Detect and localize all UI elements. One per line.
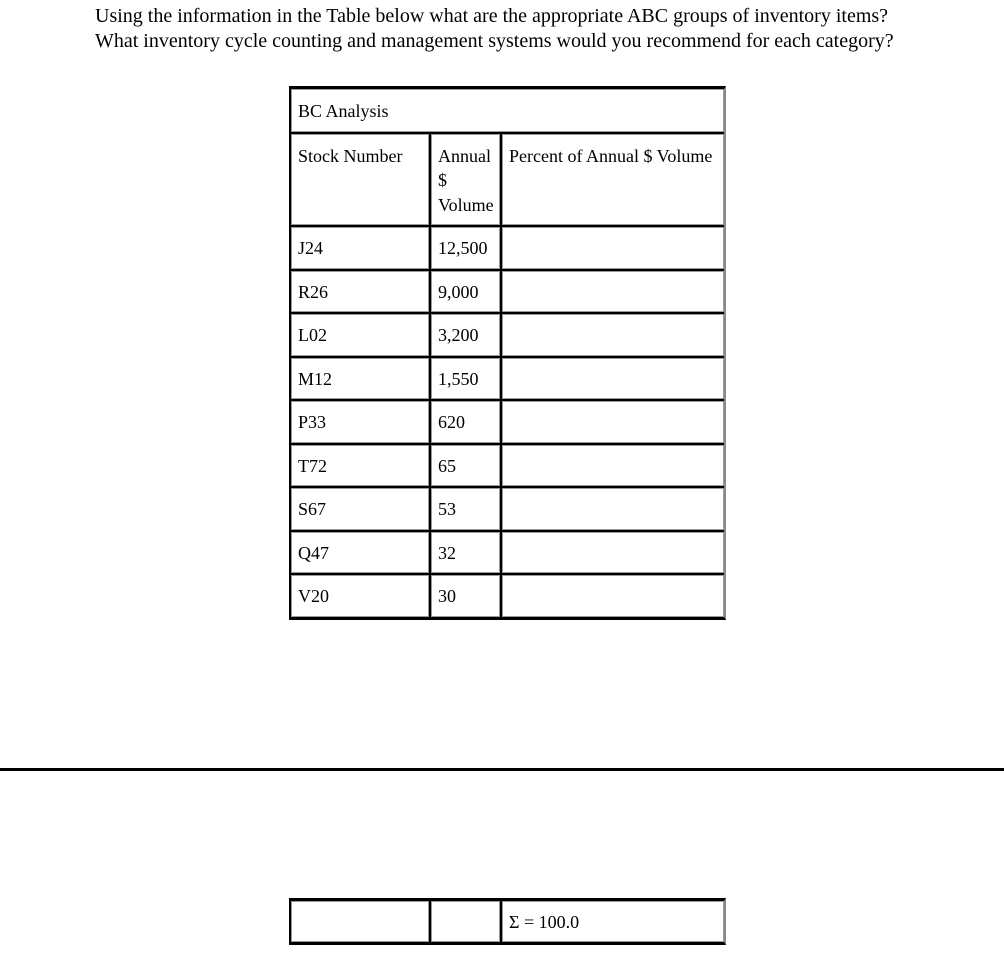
table-row (291, 445, 724, 489)
stock-number-cell: P33 (291, 401, 431, 445)
annual-volume-cell: 620 (431, 401, 502, 445)
stock-number-cell: T72 (291, 445, 431, 489)
table-row (291, 488, 724, 532)
annual-volume-cell: 53 (431, 488, 502, 532)
stock-number-cell: V20 (291, 575, 431, 617)
annual-volume-cell: 9,000 (431, 271, 502, 315)
table-title: BC Analysis (291, 89, 724, 134)
stock-number-cell: L02 (291, 314, 431, 358)
table-row (291, 358, 724, 402)
annual-volume-cell: 32 (431, 532, 502, 576)
table-row (291, 227, 724, 271)
stock-number-cell: R26 (291, 271, 431, 315)
header-annual-volume: Annual $ Volume (431, 134, 502, 228)
sum-volume-cell (431, 901, 502, 942)
header-stock-number: Stock Number (291, 134, 431, 228)
table-header-row (291, 134, 724, 228)
percent-cell (502, 445, 724, 489)
percent-cell (502, 401, 724, 445)
annual-volume-cell: 65 (431, 445, 502, 489)
table-row (291, 532, 724, 576)
table-row (291, 314, 724, 358)
stock-number-cell: Q47 (291, 532, 431, 576)
header-percent-volume: Percent of Annual $ Volume (502, 134, 724, 228)
percent-cell (502, 314, 724, 358)
sum-row (291, 901, 724, 942)
table-row (291, 271, 724, 315)
percent-cell (502, 227, 724, 271)
percent-cell (502, 271, 724, 315)
annual-volume-cell: 1,550 (431, 358, 502, 402)
abc-analysis-table (289, 86, 726, 620)
annual-volume-cell: 3,200 (431, 314, 502, 358)
table-row (291, 575, 724, 617)
page-divider (0, 768, 1004, 771)
stock-number-cell: S67 (291, 488, 431, 532)
stock-number-cell: M12 (291, 358, 431, 402)
sum-percent-cell: Σ = 100.0 (502, 901, 724, 942)
annual-volume-cell: 12,500 (431, 227, 502, 271)
sum-stock-cell (291, 901, 431, 942)
question-text: Using the information in the Table below what are the appropriate ABC groups of inventory items? What inventory cycle counting and management systems would you recommend for each category? (95, 5, 894, 52)
table-row (291, 401, 724, 445)
annual-volume-cell: 30 (431, 575, 502, 617)
table-title-row (291, 89, 724, 134)
percent-cell (502, 575, 724, 617)
percent-cell (502, 532, 724, 576)
percent-cell (502, 358, 724, 402)
stock-number-cell: J24 (291, 227, 431, 271)
sum-table (289, 898, 726, 945)
percent-cell (502, 488, 724, 532)
